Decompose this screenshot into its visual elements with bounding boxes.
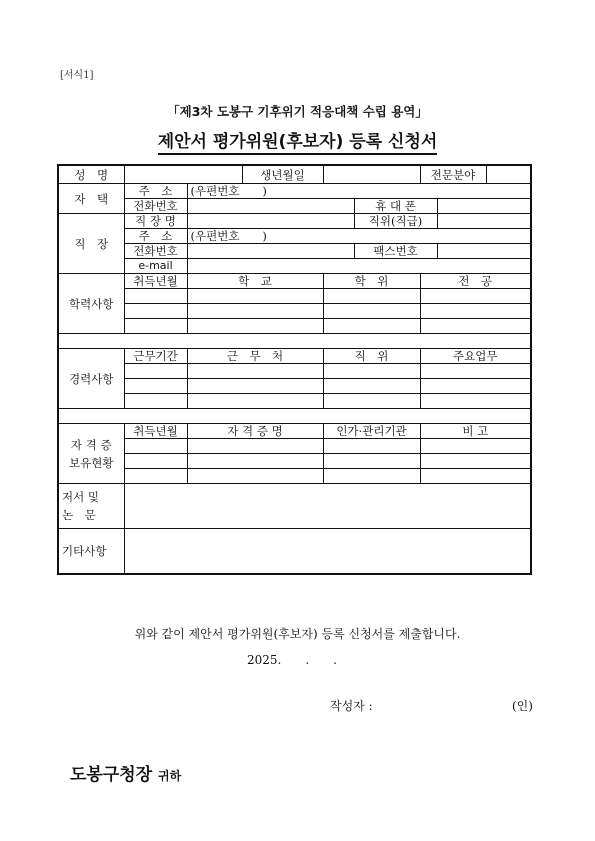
license-header-note: 비 고 bbox=[420, 424, 531, 439]
document-title bbox=[0, 127, 595, 152]
birth-date-field[interactable] bbox=[323, 165, 420, 184]
birth-date-label: 생년월일 bbox=[242, 165, 323, 184]
license-label-line-2: 보유현황 bbox=[69, 455, 114, 470]
date-line: 2025. . . bbox=[247, 653, 337, 667]
license-section-label bbox=[58, 424, 124, 484]
recipient-name: 도봉구청장 bbox=[70, 765, 153, 785]
publications-label bbox=[58, 484, 124, 529]
mobile-field[interactable] bbox=[437, 199, 531, 214]
career-row[interactable] bbox=[58, 364, 531, 379]
writer-label: 작성자 : bbox=[330, 699, 373, 713]
fax-field[interactable] bbox=[437, 244, 531, 259]
name-field[interactable] bbox=[124, 165, 242, 184]
education-header-major: 전 공 bbox=[420, 274, 531, 289]
project-title: 「제3차 도봉구 기후위기 적응대책 수립 용역」 bbox=[167, 104, 428, 119]
education-header-degree: 학 위 bbox=[323, 274, 420, 289]
publications-label-line-1: 저서 및 bbox=[62, 490, 99, 504]
submission-statement: 위와 같이 제안서 평가위원(후보자) 등록 신청서를 제출합니다. bbox=[134, 627, 461, 641]
mobile-label: 휴 대 폰 bbox=[354, 199, 437, 214]
home-section-label: 자 택 bbox=[58, 184, 124, 214]
education-header-date: 취득년월 bbox=[124, 274, 187, 289]
career-header-workplace: 근 무 처 bbox=[187, 349, 323, 364]
license-row[interactable] bbox=[58, 469, 531, 484]
license-header-authority: 인가·관리기관 bbox=[323, 424, 420, 439]
work-phone-field[interactable] bbox=[187, 244, 354, 259]
document-title-text: 제안서 평가위원(후보자) 등록 신청서 bbox=[158, 132, 438, 155]
publications-label-line-2: 논 문 bbox=[62, 508, 96, 522]
home-phone-label: 전화번호 bbox=[124, 199, 187, 214]
position-label: 직위(직급) bbox=[354, 214, 437, 229]
other-field[interactable] bbox=[124, 529, 531, 575]
education-section-label: 학력사항 bbox=[58, 274, 124, 334]
license-label-line-1: 자 격 증 bbox=[70, 437, 112, 452]
specialty-field[interactable] bbox=[486, 165, 531, 184]
career-section-label: 경력사항 bbox=[58, 349, 124, 409]
email-label: e-mail bbox=[124, 259, 187, 274]
section-spacer bbox=[58, 334, 531, 349]
career-row[interactable] bbox=[58, 394, 531, 409]
license-row[interactable] bbox=[58, 439, 531, 454]
work-section-label: 직 장 bbox=[58, 214, 124, 274]
career-header-position: 직 위 bbox=[323, 349, 420, 364]
section-spacer bbox=[58, 409, 531, 424]
name-label: 성 명 bbox=[58, 165, 124, 184]
application-form-table bbox=[57, 164, 532, 575]
home-address-field[interactable]: (우편번호 ) bbox=[187, 184, 531, 199]
position-field[interactable] bbox=[437, 214, 531, 229]
license-header-date: 취득년월 bbox=[124, 424, 187, 439]
career-row[interactable] bbox=[58, 379, 531, 394]
license-row[interactable] bbox=[58, 454, 531, 469]
seal-label: (인) bbox=[512, 699, 533, 713]
specialty-label: 전문분야 bbox=[420, 165, 486, 184]
license-header-name: 자 격 증 명 bbox=[187, 424, 323, 439]
education-row[interactable] bbox=[58, 319, 531, 334]
fax-label: 팩스번호 bbox=[354, 244, 437, 259]
email-field[interactable] bbox=[187, 259, 531, 274]
career-header-duties: 주요업무 bbox=[420, 349, 531, 364]
work-phone-label: 전화번호 bbox=[124, 244, 187, 259]
education-row[interactable] bbox=[58, 304, 531, 319]
education-header-school: 학 교 bbox=[187, 274, 323, 289]
work-address-label: 주 소 bbox=[124, 229, 187, 244]
education-row[interactable] bbox=[58, 289, 531, 304]
home-address-label: 주 소 bbox=[124, 184, 187, 199]
other-label: 기타사항 bbox=[58, 529, 124, 575]
recipient-suffix: 귀하 bbox=[158, 769, 182, 783]
workplace-field[interactable] bbox=[187, 214, 354, 229]
workplace-label: 직 장 명 bbox=[124, 214, 187, 229]
form-code: [서식1] bbox=[60, 70, 94, 81]
career-header-period: 근무기간 bbox=[124, 349, 187, 364]
publications-field[interactable] bbox=[124, 484, 531, 529]
work-address-field[interactable]: (우편번호 ) bbox=[187, 229, 531, 244]
home-phone-field[interactable] bbox=[187, 199, 354, 214]
recipient bbox=[70, 760, 181, 785]
